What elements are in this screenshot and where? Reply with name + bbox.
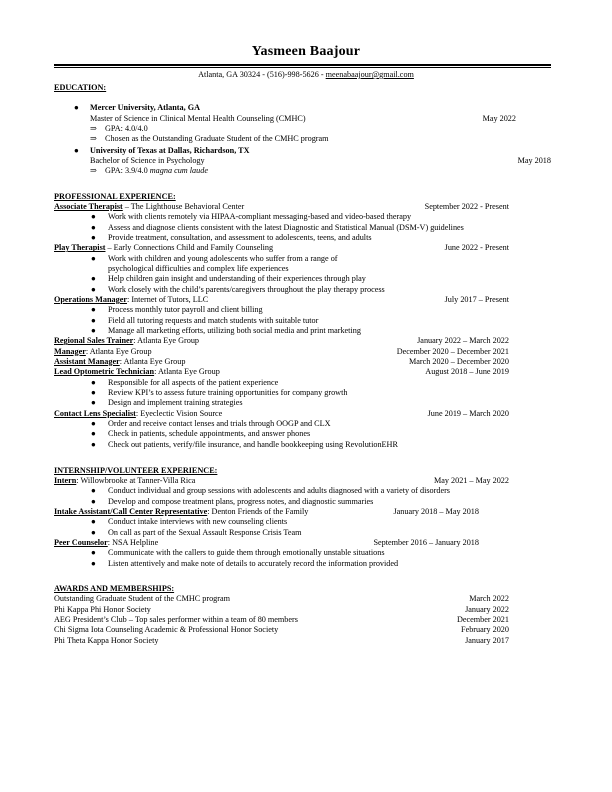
list-item: ● Work with children and young adolescents who suffer from a range of psychological difficulties and complex life experiences	[91, 253, 338, 273]
job-title: Peer Counselor	[54, 538, 108, 548]
job-entry	[54, 538, 551, 569]
job-title: Lead Optometric Technician	[54, 367, 155, 377]
degree-row	[90, 156, 551, 166]
email-link[interactable]: meenabaajour@gmail.com	[325, 70, 414, 79]
bullet-icon: ●	[74, 103, 79, 113]
job-title: Play Therapist	[54, 243, 106, 253]
job-org: : Atlanta Eye Group	[133, 336, 200, 346]
education-entry	[54, 146, 551, 177]
bullet-icon: ●	[91, 527, 96, 537]
school-name: Mercer University, Atlanta, GA	[90, 103, 200, 113]
bullet-icon: ●	[91, 439, 96, 449]
awards-list	[54, 594, 551, 646]
contact-info: Atlanta, GA 30324 - (516)-998-5626 -	[198, 70, 326, 79]
education-section	[54, 103, 551, 176]
job-org: : Eyeclectic Vision Source	[135, 408, 223, 418]
list-item: ● Responsible for all aspects of the patient experience	[91, 377, 279, 387]
award-date: January 2017	[465, 635, 509, 645]
arrow-icon: ⇒	[90, 166, 97, 176]
list-item: ● Field all tutoring requests and match students with suitable tutor	[91, 315, 319, 325]
award-item: Phi Theta Kappa Honor Society January 2017	[54, 636, 551, 646]
list-item: ● Help children gain insight and understanding of their experiences through play	[91, 274, 366, 284]
awards-heading: AWARDS AND MEMBERSHIPS:	[54, 584, 175, 594]
bullet-icon: ●	[91, 418, 96, 428]
job-entry	[54, 357, 551, 367]
award-date: March 2022	[469, 594, 509, 604]
bullet-icon: ●	[91, 548, 96, 558]
list-item: ● Manage all marketing efforts, utilizing both social media and print marketing	[91, 325, 361, 335]
job-entry	[54, 507, 551, 538]
list-item: ● Provide treatment, consultation, and assessment to adolescents, teens, and adults	[91, 232, 372, 242]
bullet-icon: ●	[91, 284, 96, 294]
job-title: Assistant Manager	[54, 356, 120, 366]
job-title: Contact Lens Specialist	[54, 408, 136, 418]
bullet-icon: ●	[91, 325, 96, 335]
education-heading: EDUCATION:	[54, 83, 107, 92]
bullet-icon: ●	[91, 305, 96, 315]
list-item: ● Order and receive contact lenses and trials through OOGP and CLX	[91, 418, 331, 428]
education-detail: ⇒ GPA: 3.9/4.0 magna cum laude	[90, 166, 208, 176]
degree: Bachelor of Science in Psychology	[90, 155, 205, 165]
job-date: March 2020 – December 2020	[408, 356, 509, 366]
list-item: ● Conduct intake interviews with new counseling clients	[91, 517, 288, 527]
bullet-icon: ●	[91, 558, 96, 568]
job-org: : Atlanta Eye Group	[85, 346, 152, 356]
bullet-icon: ●	[91, 387, 96, 397]
award-item: Outstanding Graduate Student of the CMHC program March 2022	[54, 594, 551, 604]
bullet-icon: ●	[91, 496, 96, 506]
list-item: ● Work closely with the child’s parents/caregivers throughout the play therapy process	[91, 284, 385, 294]
job-entry	[54, 409, 551, 450]
award-item: Chi Sigma Iota Counseling Academic & Professional Honor Society February 2020	[54, 625, 551, 635]
job-org: : Denton Friends of the Family	[207, 507, 309, 517]
list-item: ● Design and implement training strategies	[91, 398, 243, 408]
bullet-icon: ●	[91, 222, 96, 232]
job-org: – The Lighthouse Behavioral Center	[122, 201, 245, 211]
job-org: : Internet of Tutors, LLC	[127, 294, 209, 304]
bullet-icon: ●	[91, 274, 96, 284]
bullet-icon: ●	[91, 232, 96, 242]
candidate-name: Yasmeen Baajour	[251, 44, 361, 59]
job-entry	[54, 347, 551, 357]
school-name: University of Texas at Dallas, Richardson, TX	[90, 145, 250, 155]
education-detail: ⇒ Chosen as the Outstanding Graduate Student of the CMHC program	[90, 134, 329, 144]
job-entry	[54, 476, 551, 507]
job-org: : Willowbrooke at Tanner-Villa Rica	[76, 476, 196, 486]
list-item: ● Develop and compose treatment plans, progress notes, and diagnostic summaries	[91, 496, 374, 506]
bullet-icon: ●	[91, 212, 96, 222]
job-title: Manager	[54, 346, 86, 356]
education-entry	[54, 103, 551, 144]
degree-date: May 2022	[482, 113, 516, 123]
bullet-icon: ●	[91, 429, 96, 439]
honors-text: magna cum laude	[149, 166, 208, 176]
job-date: June 2022 - Present	[444, 243, 509, 253]
job-entry	[54, 202, 551, 243]
degree-row	[90, 114, 551, 124]
professional-heading: PROFESSIONAL EXPERIENCE:	[54, 191, 176, 201]
bullet-icon: ●	[91, 315, 96, 325]
bullet-icon: ●	[91, 377, 96, 387]
degree: Master of Science in Clinical Mental Health Counseling (CMHC)	[90, 113, 306, 123]
job-date: September 2022 - Present	[424, 201, 509, 211]
list-item: ● Assess and diagnose clients consistent with the latest Diagnostic and Statistical Manual (DSM-V) guidelines	[91, 222, 464, 232]
list-item: ● Process monthly tutor payroll and client billing	[91, 305, 263, 315]
job-org: : NSA Helpline	[107, 538, 159, 548]
job-date: January 2022 – March 2022	[417, 336, 509, 346]
arrow-icon: ⇒	[90, 134, 97, 144]
award-item: Phi Kappa Phi Honor Society January 2022	[54, 605, 551, 615]
job-date: December 2020 – December 2021	[396, 346, 509, 356]
job-title: Regional Sales Trainer	[54, 336, 134, 346]
list-item: ● Communicate with the callers to guide them through emotionally unstable situations	[91, 548, 385, 558]
job-title: Associate Therapist	[54, 201, 123, 211]
bullet-icon: ●	[91, 517, 96, 527]
list-item: ● Conduct individual and group sessions with adolescents and adults diagnosed with a variety of disorders	[91, 486, 450, 496]
bullet-icon: ●	[91, 253, 96, 263]
resume-content	[54, 83, 551, 646]
list-item: ● Check out patients, verify/file insurance, and handle bookkeeping using RevolutionEHR	[91, 439, 398, 449]
header-rule-top	[54, 64, 551, 66]
job-date: September 2016 – January 2018	[373, 538, 479, 548]
award-date: December 2021	[456, 615, 509, 625]
job-entry	[54, 243, 551, 295]
job-date: July 2017 – Present	[444, 294, 509, 304]
list-item: ● Check in patients, schedule appointments, and answer phones	[91, 429, 311, 439]
job-title: Operations Manager	[54, 294, 127, 304]
award-item: AEG President’s Club – Top sales performer within a team of 80 members December 2021	[54, 615, 551, 625]
job-entry	[54, 295, 551, 336]
contact-line	[0, 70, 612, 80]
list-item: ● Review KPI’s to assess future training opportunities for company growth	[91, 387, 348, 397]
education-detail: ⇒ GPA: 4.0/4.0	[90, 123, 148, 133]
arrow-icon: ⇒	[90, 123, 97, 133]
header-rule-bottom	[54, 67, 551, 68]
job-org: – Early Connections Child and Family Counseling	[105, 243, 274, 253]
job-date: June 2019 – March 2020	[427, 408, 509, 418]
list-item: ● Work with clients remotely via HIPAA-compliant messaging-based and video-based therapy	[91, 212, 412, 222]
degree-date: May 2018	[517, 155, 551, 165]
job-org: : Atlanta Eye Group	[154, 367, 220, 377]
job-entry	[54, 336, 551, 346]
job-org: : Atlanta Eye Group	[119, 356, 186, 366]
job-entry	[54, 367, 551, 408]
internship-heading: INTERNSHIP/VOLUNTEER EXPERIENCE:	[54, 465, 218, 475]
job-date: January 2018 – May 2018	[393, 507, 479, 517]
bullet-icon: ●	[91, 486, 96, 496]
job-date: May 2021 – May 2022	[433, 476, 509, 486]
list-item: ● On call as part of the Sexual Assault Response Crisis Team	[91, 527, 302, 537]
bullet-icon: ●	[74, 145, 79, 155]
job-title: Intern	[54, 476, 77, 486]
list-item: ● Listen attentively and make note of details to accurately record the information provided	[91, 558, 399, 568]
award-date: February 2020	[461, 625, 509, 635]
bullet-icon: ●	[91, 398, 96, 408]
award-date: January 2022	[465, 604, 509, 614]
job-title: Intake Assistant/Call Center Representative	[54, 507, 208, 517]
job-date: August 2018 – June 2019	[425, 367, 509, 377]
